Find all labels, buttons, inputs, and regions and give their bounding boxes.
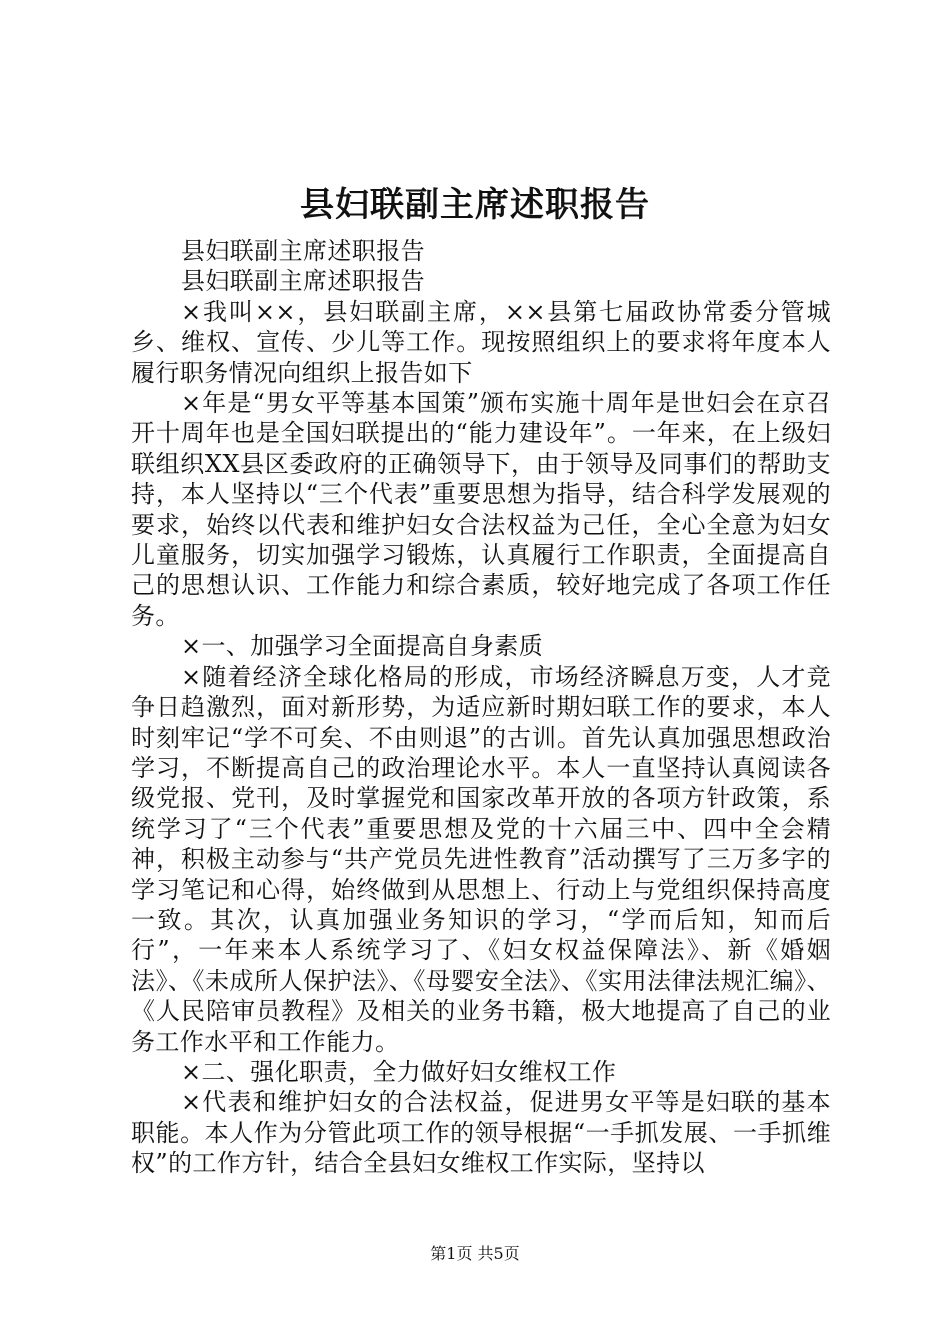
paragraph-intro: ×我叫××，县妇联副主席，××县第七届政协常委分管城乡、维权、宣传、少儿等工作。现按照组织上的要求将年度本人履行职务情况向组织上报告如下	[131, 297, 831, 387]
paragraph-section-1: ×随着经济全球化格局的形成，市场经济瞬息万变，人才竞争日趋激烈，面对新形势，为适应新时期妇联工作的要求，本人时刻牢记“学不可矣、不由则退”的古训。首先认真加强思想政治学习，不断提高自己的政治理论水平。本人一直坚持认真阅读各级党报、党刊，及时掌握党和国家改革开放的各项方针政策，系统学习了“三个代表”重要思想及党的十六届三中、四中全会精神，积极主动参与“共产党员先进性教育”活动撰写了三万多字的学习笔记和心得，始终做到从思想上、行动上与党组织保持高度一致。其次，认真加强业务知识的学习，“学而后知，知而后行”，一年来本人系统学习了、《妇女权益保障法》、新《婚姻法》、《未成所人保护法》、《母婴安全法》、《实用法律法规汇编》、《人民陪审员教程》及相关的业务书籍，极大地提高了自己的业务工作水平和工作能力。	[131, 662, 831, 1056]
paragraph-overview: ×年是“男女平等基本国策”颁布实施十周年是世妇会在京召开十周年也是全国妇联提出的“能力建设年”。一年来，在上级妇联组织XX县区委政府的正确领导下，由于领导及同事们的帮助支持，本人坚持以“三个代表”重要思想为指导，结合科学发展观的要求，始终以代表和维护妇女合法权益为己任，全心全意为妇女儿童服务，切实加强学习锻炼，认真履行工作职责，全面提高自己的思想认识、工作能力和综合素质，较好地完成了各项工作任务。	[131, 389, 831, 630]
paragraph-heading-repeat-2: 县妇联副主席述职报告	[181, 267, 425, 296]
document-body	[131, 236, 831, 1179]
paragraph-heading-repeat-1: 县妇联副主席述职报告	[181, 237, 425, 265]
paragraph-section-2: ×代表和维护妇女的合法权益，促进男女平等是妇联的基本职能。本人作为分管此项工作的领导根据“一手抓发展、一手抓维权”的工作方针，结合全县妇女维权工作实际，坚持以	[131, 1088, 831, 1178]
section-heading-1: ×一、加强学习全面提高自身素质	[181, 632, 544, 661]
section-heading-2: ×二、强化职责，全力做好妇女维权工作	[181, 1057, 617, 1086]
document-title: 县妇联副主席述职报告	[300, 185, 650, 225]
page-footer: 第1页 共5页	[430, 1244, 520, 1263]
